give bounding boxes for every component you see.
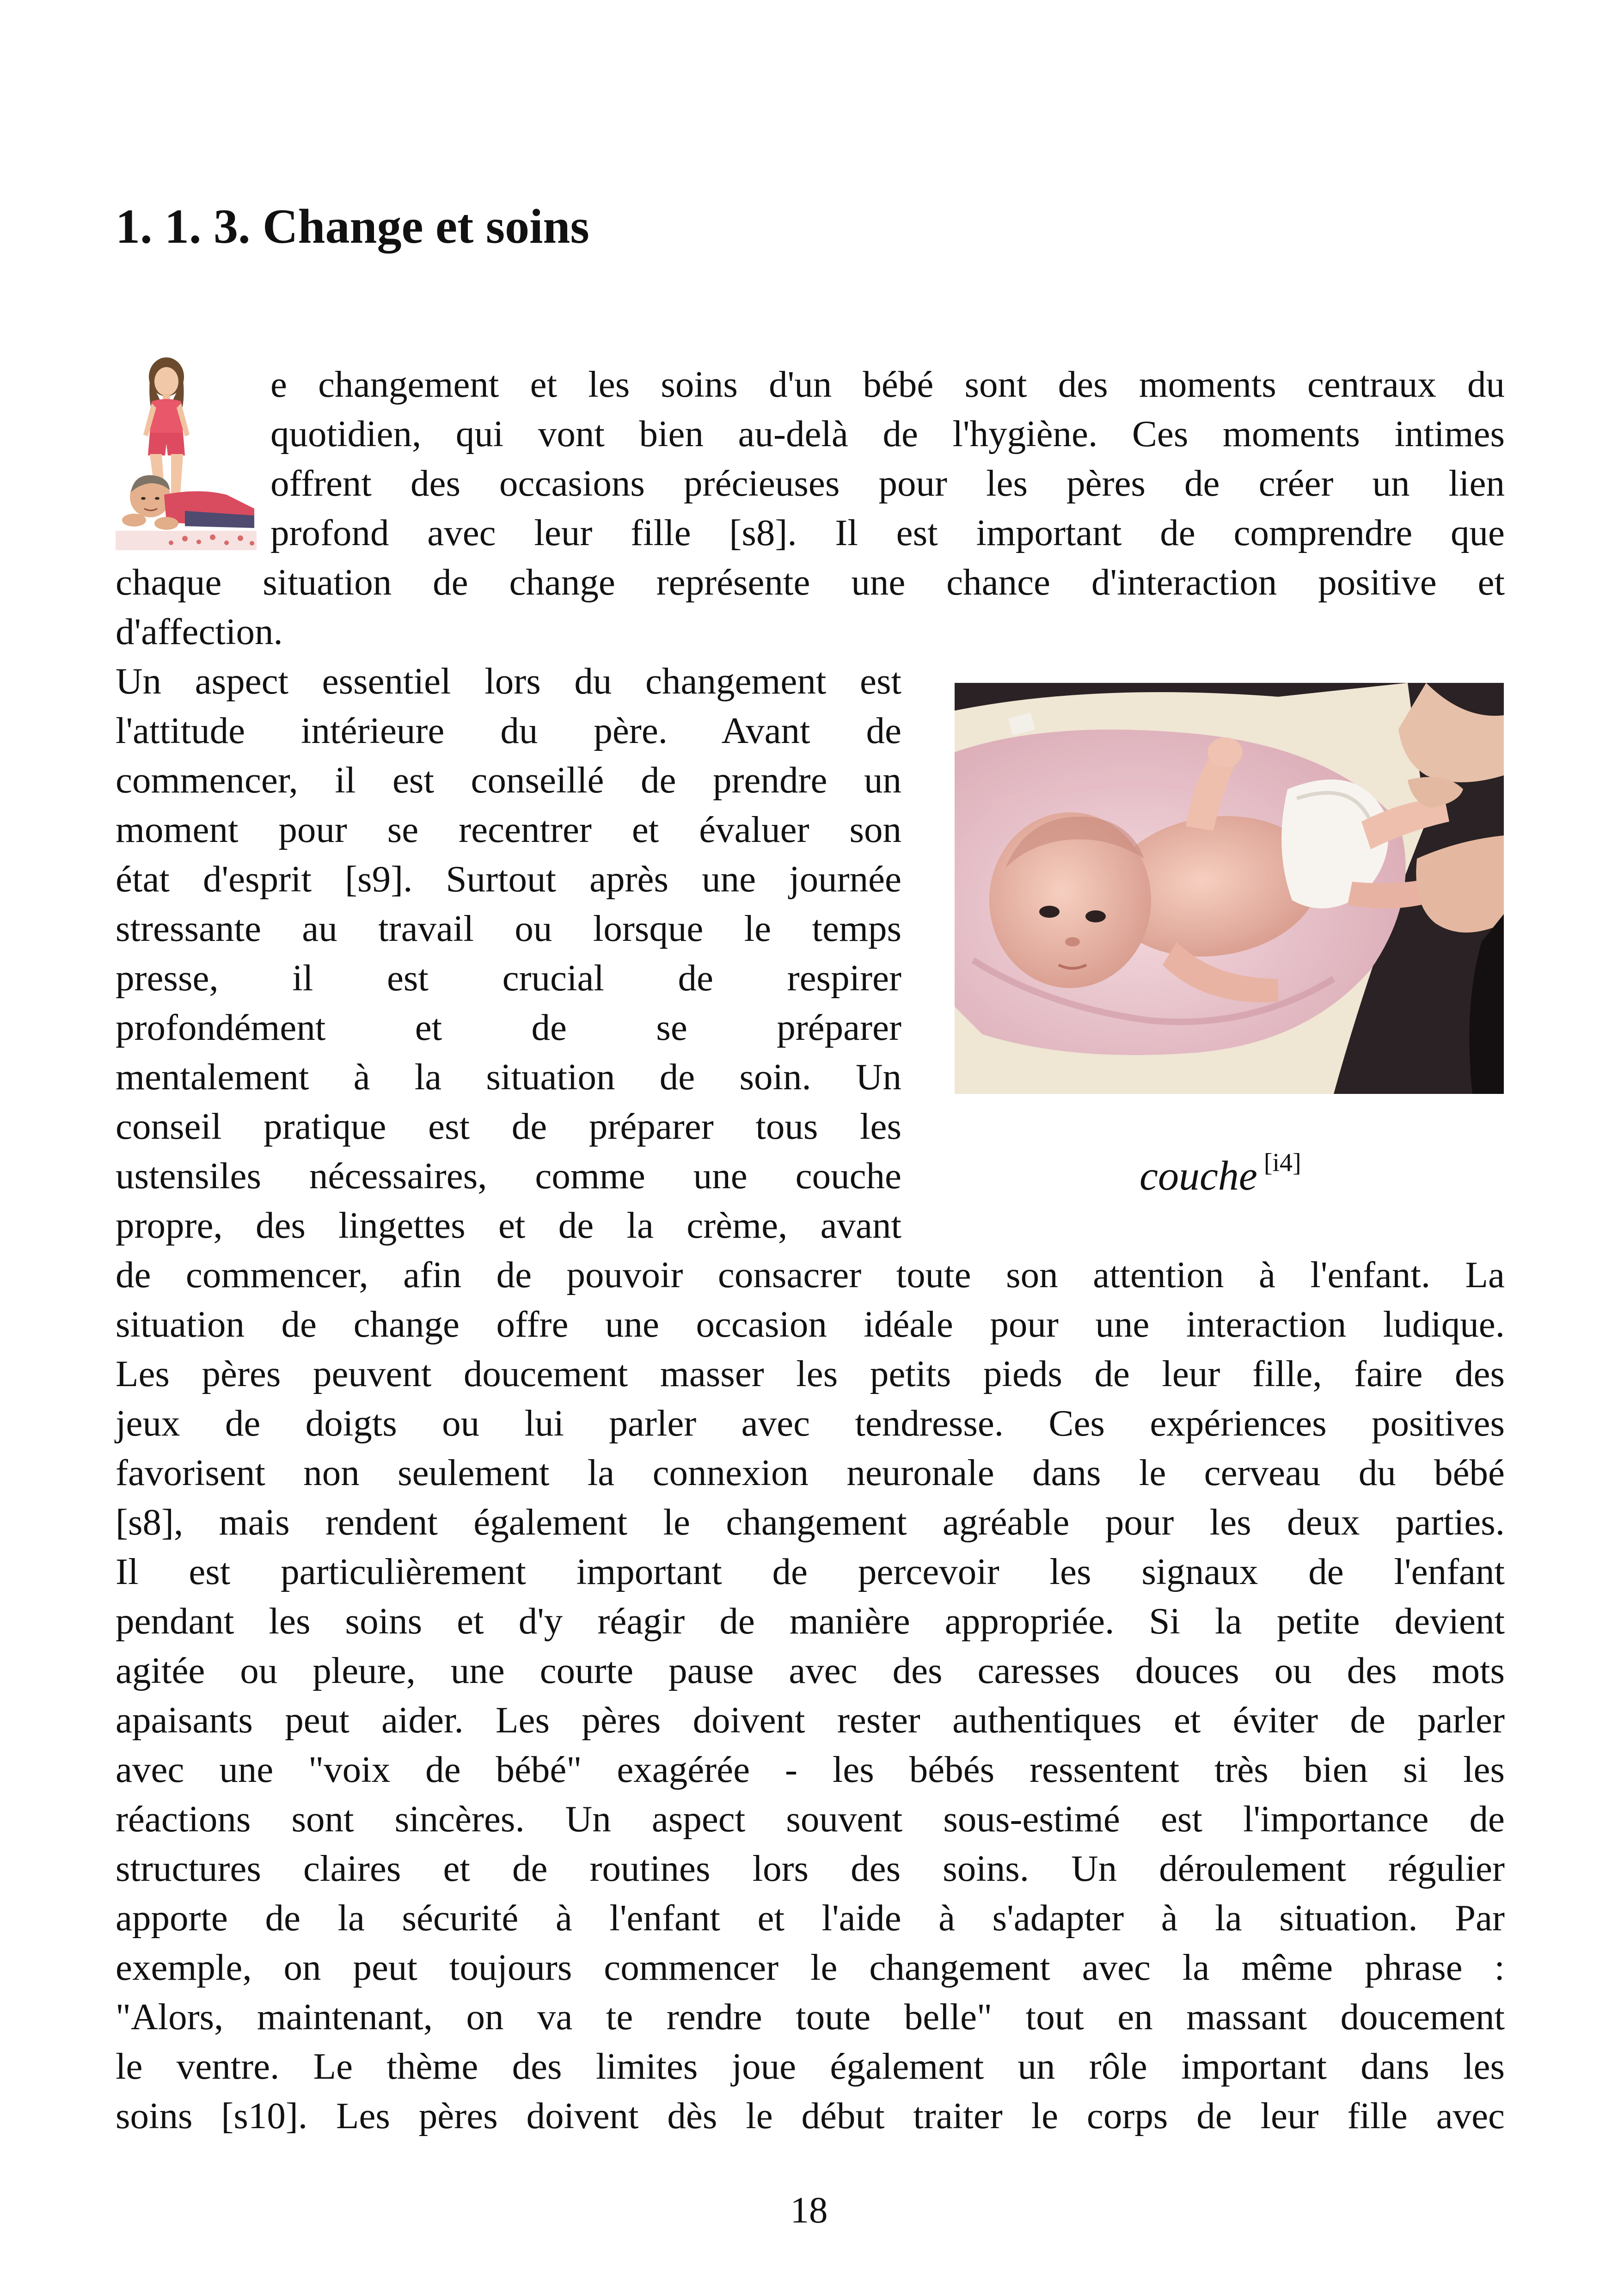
- caption-text: couche: [1140, 1153, 1257, 1199]
- text-line: pendant les soins et d'y réagir de manière appropriée. Si la petite devient: [116, 1600, 1505, 1642]
- text-line: offrent des occasions précieuses pour les pères de créer un lien: [270, 462, 1505, 504]
- text-line: état d'esprit [s9]. Surtout après une journée: [116, 858, 901, 900]
- text-line: quotidien, qui vont bien au-delà de l'hygiène. Ces moments intimes: [270, 413, 1505, 454]
- text-line: structures claires et de routines lors des soins. Un déroulement régulier: [116, 1848, 1505, 1889]
- text-line: profondément et de se préparer: [116, 1007, 901, 1048]
- text-line: l'attitude intérieure du père. Avant de: [116, 710, 901, 751]
- text-line: situation de change offre une occasion idéale pour une interaction ludique.: [116, 1303, 1505, 1345]
- text-line: profond avec leur fille [s8]. Il est important de comprendre que: [270, 512, 1505, 553]
- text-line: presse, il est crucial de respirer: [116, 957, 901, 999]
- text-line: apaisants peut aider. Les pères doivent rester authentiques et éviter de parler: [116, 1699, 1505, 1741]
- page-number: 18: [790, 2189, 828, 2231]
- text-line: commencer, il est conseillé de prendre un: [116, 759, 901, 801]
- photo-caption: [1140, 1137, 1301, 1202]
- text-line: propre, des lingettes et de la crème, avant: [116, 1204, 901, 1246]
- text-line: d'affection.: [116, 611, 283, 652]
- text-line: Un aspect essentiel lors du changement est: [116, 660, 901, 702]
- text-line: chaque situation de change représente une chance d'interaction positive et: [116, 561, 1505, 603]
- text-line: réactions sont sincères. Un aspect souvent sous-estimé est l'importance de: [116, 1798, 1505, 1840]
- text-line: moment pour se recentrer et évaluer son: [116, 809, 901, 850]
- paragraph-3: [116, 1250, 1505, 2141]
- text-line: jeux de doigts ou lui parler avec tendresse. Ces expériences positives: [116, 1402, 1505, 1444]
- father-daughter-illustration: [116, 356, 257, 550]
- text-line: de commencer, afin de pouvoir consacrer toute son attention à l'enfant. La: [116, 1254, 1505, 1295]
- text-line: "Alors, maintenant, on va te rendre toute belle" tout en massant doucement: [116, 1996, 1505, 2038]
- text-line: conseil pratique est de préparer tous les: [116, 1105, 901, 1147]
- text-line: Il est particulièrement important de percevoir les signaux de l'enfant: [116, 1551, 1505, 1592]
- text-line: le ventre. Le thème des limites joue également un rôle important dans les: [116, 2045, 1505, 2087]
- text-line: Les pères peuvent doucement masser les petits pieds de leur fille, faire des: [116, 1353, 1505, 1394]
- section-heading: 1. 1. 3. Change et soins: [116, 199, 589, 253]
- paragraph-1-wrapped: [270, 360, 1505, 558]
- text-line: ustensiles nécessaires, comme une couche: [116, 1155, 901, 1197]
- text-line: exemple, on peut toujours commencer le changement avec la même phrase :: [116, 1946, 1505, 1988]
- text-line: apporte de la sécurité à l'enfant et l'aide à s'adapter à la situation. Par: [116, 1897, 1505, 1939]
- text-line: stressante au travail ou lorsque le temps: [116, 908, 901, 949]
- text-line: soins [s10]. Les pères doivent dès le début traiter le corps de leur fille avec: [116, 2095, 1505, 2136]
- paragraph-1-continuation: [116, 558, 1505, 657]
- baby-diaper-photo: [955, 683, 1504, 1094]
- text-line: avec une "voix de bébé" exagérée - les bébés ressentent très bien si les: [116, 1749, 1505, 1790]
- text-line: favorisent non seulement la connexion neuronale dans le cerveau du bébé: [116, 1452, 1505, 1493]
- image-reference: [i4]: [1263, 1148, 1301, 1177]
- paragraph-2: [116, 657, 901, 1250]
- text-line: [s8], mais rendent également le changement agréable pour les deux parties.: [116, 1501, 1505, 1543]
- text-line: mentalement à la situation de soin. Un: [116, 1056, 901, 1098]
- text-line: agitée ou pleure, une courte pause avec des caresses douces ou des mots: [116, 1650, 1505, 1691]
- text-line: e changement et les soins d'un bébé sont des moments centraux du: [270, 363, 1505, 405]
